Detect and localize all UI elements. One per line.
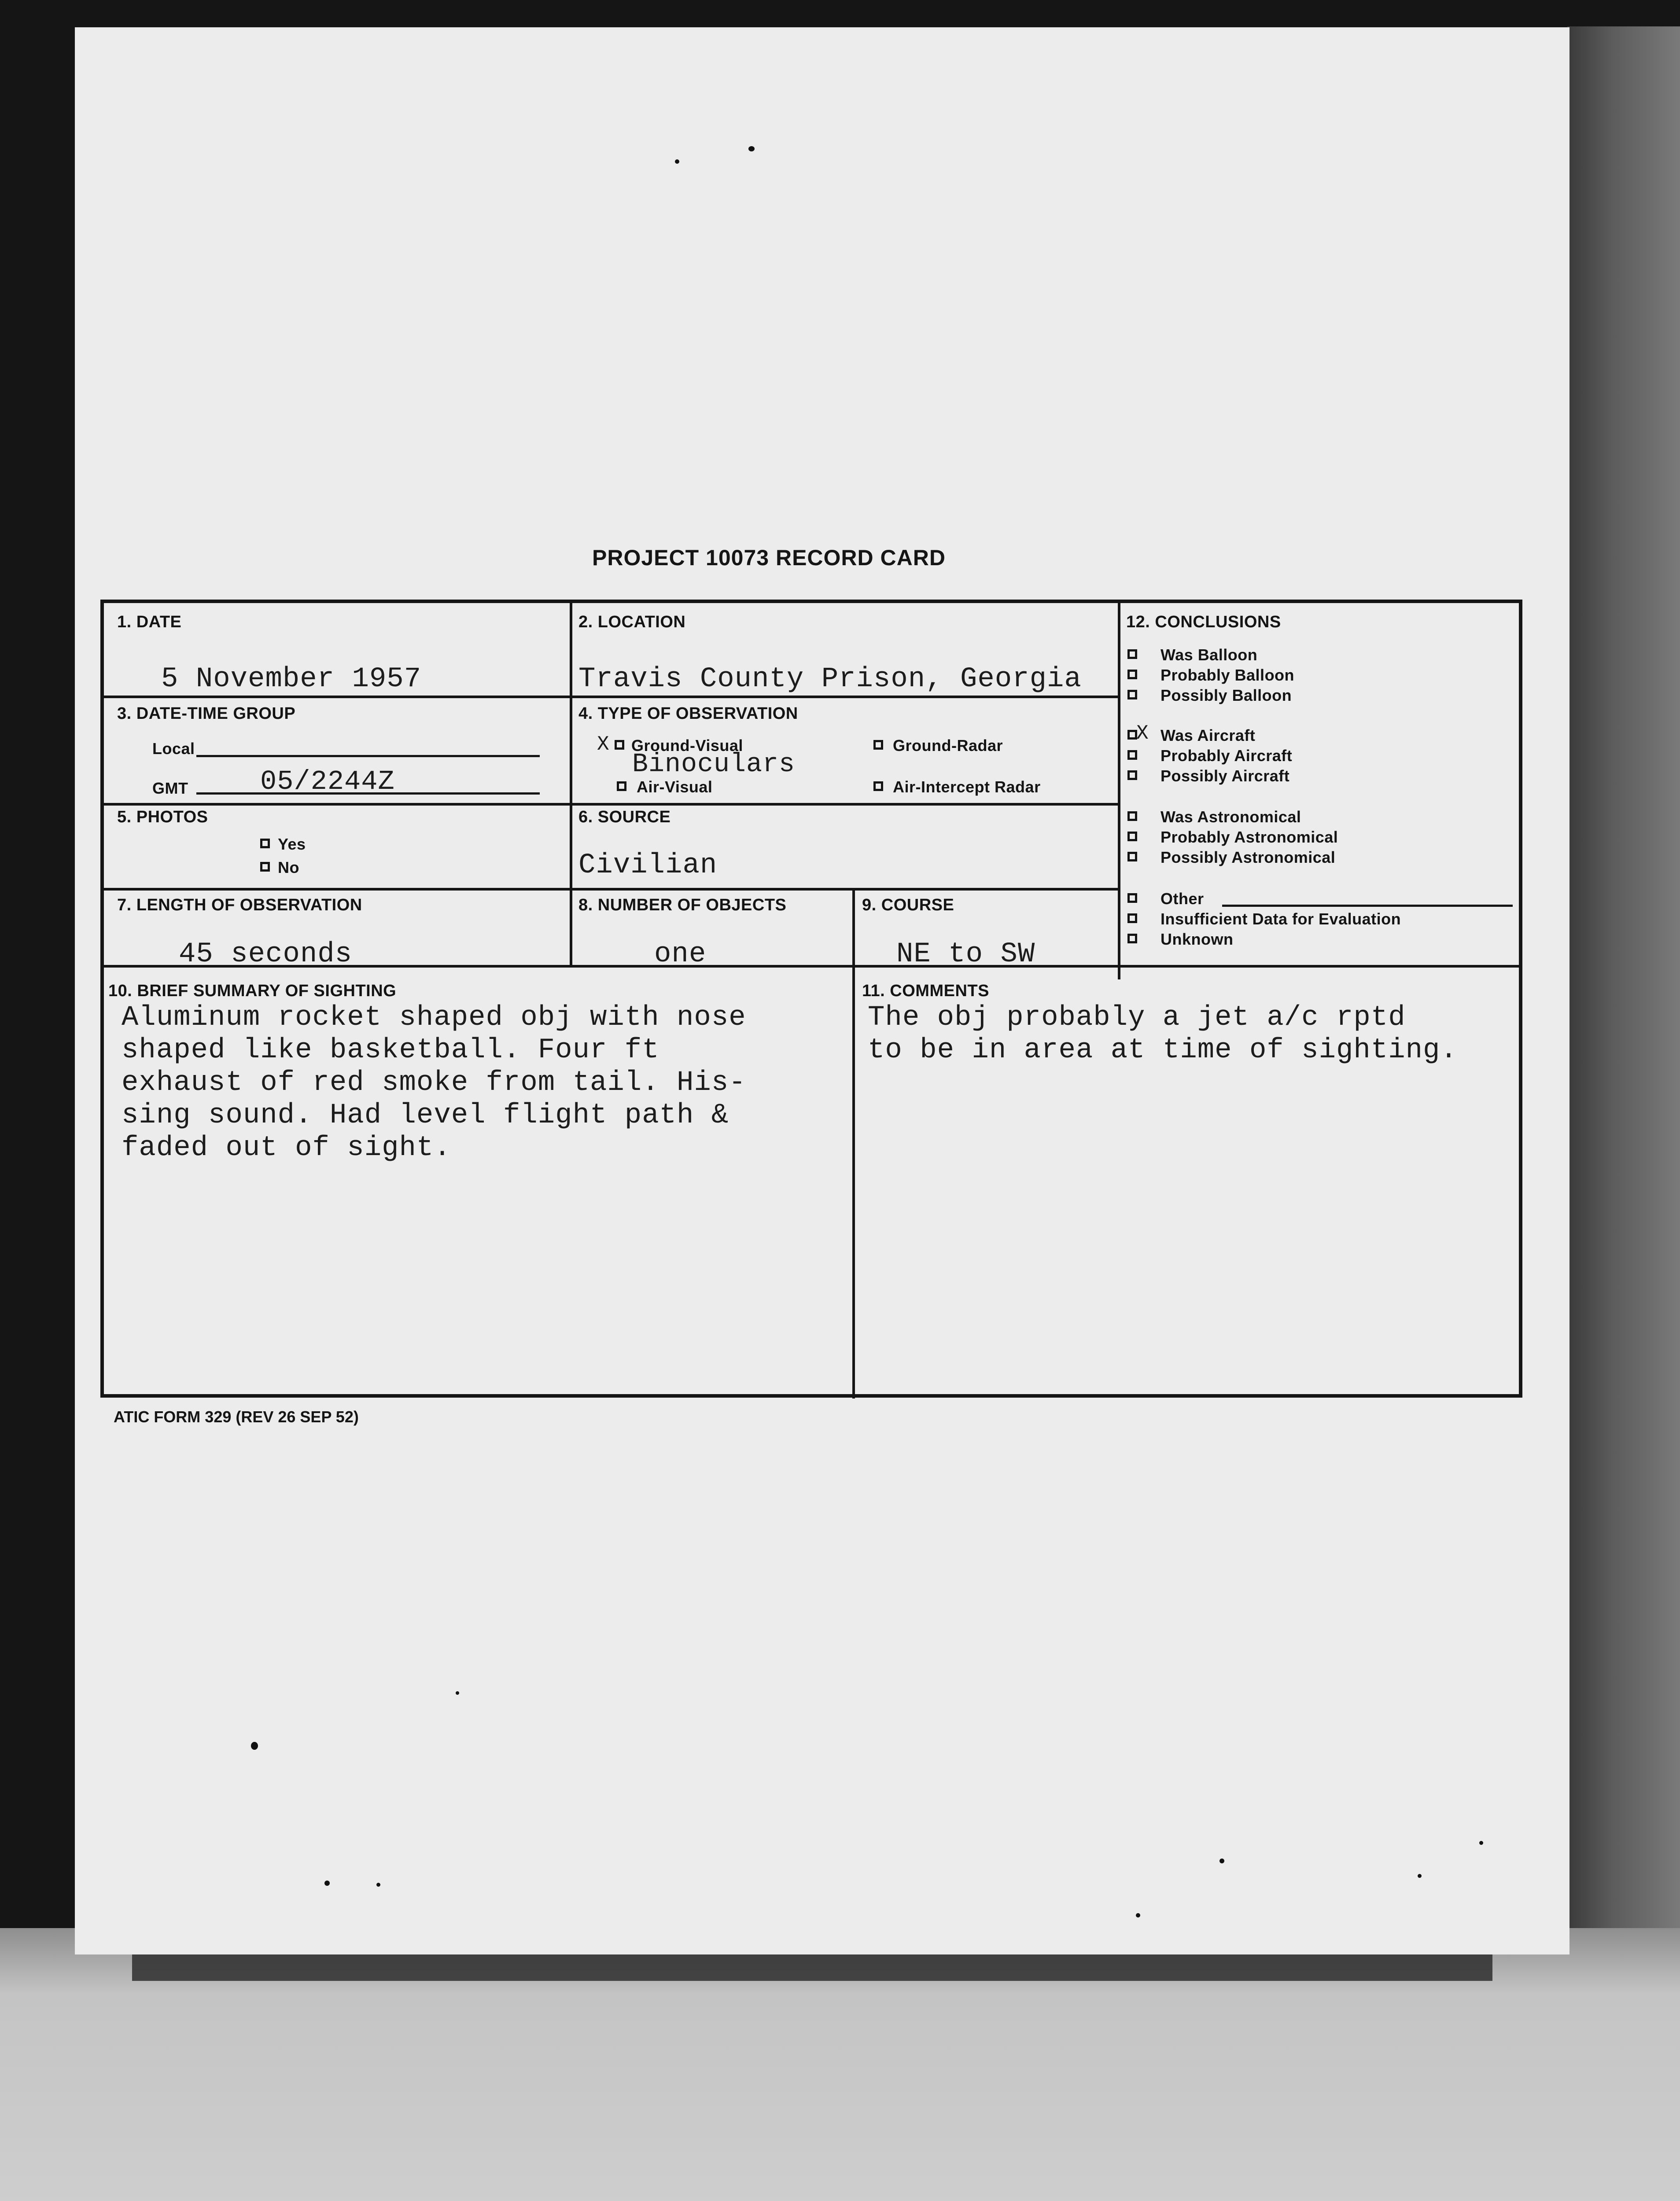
date-time-group-label: 3. DATE-TIME GROUP <box>117 704 296 723</box>
ground-visual-checkbox[interactable] <box>615 740 624 750</box>
source-label: 6. SOURCE <box>578 808 671 826</box>
summary-line: Aluminum rocket shaped obj with nose <box>122 1002 746 1034</box>
air-intercept-radar-label: Air-Intercept Radar <box>893 778 1041 796</box>
local-label: Local <box>152 740 195 758</box>
dust-speck <box>376 1883 380 1887</box>
comment-line: The obj probably a jet a/c rptd <box>868 1002 1406 1034</box>
dust-speck <box>1219 1859 1224 1863</box>
row-divider-3-5 <box>104 803 1119 806</box>
location-label: 2. LOCATION <box>578 613 686 631</box>
insufficient-data-label: Insufficient Data for Evaluation <box>1161 910 1401 928</box>
dust-speck <box>1479 1841 1483 1845</box>
dust-speck <box>1418 1874 1422 1878</box>
photos-yes-label: Yes <box>278 835 306 853</box>
number-of-objects-label: 8. NUMBER OF OBJECTS <box>578 896 787 914</box>
other-checkbox[interactable] <box>1127 893 1137 903</box>
comment-line: to be in area at time of sighting. <box>868 1034 1458 1066</box>
length-label: 7. LENGTH OF OBSERVATION <box>117 896 362 914</box>
probably-balloon-checkbox[interactable] <box>1127 670 1137 679</box>
probably-astronomical-label: Probably Astronomical <box>1161 828 1338 846</box>
number-of-objects-value: one <box>654 939 707 970</box>
date-label: 1. DATE <box>117 613 182 631</box>
course-value: NE to SW <box>896 939 1035 970</box>
possibly-astronomical-label: Possibly Astronomical <box>1161 848 1336 866</box>
form-footer: ATIC FORM 329 (REV 26 SEP 52) <box>114 1408 359 1426</box>
length-value: 45 seconds <box>179 939 353 970</box>
summary-line: faded out of sight. <box>122 1132 451 1164</box>
photos-label: 5. PHOTOS <box>117 808 208 826</box>
page-edge-shadow <box>1567 26 1680 1928</box>
was-aircraft-label: Was Aircraft <box>1161 726 1256 744</box>
date-value: 5 November 1957 <box>161 663 422 695</box>
ground-visual-label: Ground-Visual <box>631 736 743 755</box>
air-intercept-radar-checkbox[interactable] <box>873 781 883 791</box>
summary-line: exhaust of red smoke from tail. His- <box>122 1067 746 1099</box>
ground-radar-checkbox[interactable] <box>873 740 883 750</box>
dust-speck <box>675 159 679 164</box>
possibly-astronomical-checkbox[interactable] <box>1127 852 1137 861</box>
row-divider-5-7 <box>104 888 1119 891</box>
probably-aircraft-label: Probably Aircraft <box>1161 747 1293 765</box>
summary-label: 10. BRIEF SUMMARY OF SIGHTING <box>108 982 397 1000</box>
conclusions-label: 12. CONCLUSIONS <box>1126 613 1281 631</box>
summary-line: shaped like basketball. Four ft <box>122 1034 659 1066</box>
card-title: PROJECT 10073 RECORD CARD <box>592 545 946 570</box>
observation-type-label: 4. TYPE OF OBSERVATION <box>578 704 798 723</box>
col-divider-8-9 <box>852 888 855 967</box>
unknown-checkbox[interactable] <box>1127 934 1137 943</box>
probably-aircraft-checkbox[interactable] <box>1127 750 1137 760</box>
photos-no-checkbox[interactable] <box>260 862 270 872</box>
possibly-balloon-checkbox[interactable] <box>1127 690 1137 699</box>
photos-no-label: No <box>278 858 299 876</box>
local-underline <box>196 755 540 757</box>
row-divider-1-3 <box>104 696 1119 698</box>
ground-visual-mark: X <box>597 733 610 756</box>
course-label: 9. COURSE <box>862 896 954 914</box>
col-divider-1-2 <box>570 603 572 966</box>
possibly-aircraft-label: Possibly Aircraft <box>1161 767 1290 785</box>
other-label: Other <box>1161 890 1204 908</box>
dust-speck <box>748 146 755 151</box>
record-card <box>100 600 1522 1398</box>
was-aircraft-mark: X <box>1136 722 1149 745</box>
sheet-shadow <box>132 1950 1492 1981</box>
photos-yes-checkbox[interactable] <box>260 839 270 848</box>
air-visual-label: Air-Visual <box>637 778 713 796</box>
insufficient-data-checkbox[interactable] <box>1127 913 1137 923</box>
possibly-aircraft-checkbox[interactable] <box>1127 770 1137 780</box>
dust-speck <box>1136 1913 1140 1918</box>
possibly-balloon-label: Possibly Balloon <box>1161 686 1292 704</box>
summary-text <box>122 1001 746 1164</box>
comments-label: 11. COMMENTS <box>862 982 989 1000</box>
summary-line: sing sound. Had level flight path & <box>122 1100 729 1131</box>
was-aircraft-checkbox[interactable] <box>1127 730 1137 740</box>
probably-astronomical-checkbox[interactable] <box>1127 832 1137 841</box>
dust-speck <box>251 1742 258 1750</box>
was-balloon-checkbox[interactable] <box>1127 649 1137 659</box>
col-divider-10-11 <box>852 965 855 1399</box>
location-value: Travis County Prison, Georgia <box>578 663 1082 695</box>
was-astronomical-label: Was Astronomical <box>1161 808 1301 826</box>
gmt-label: GMT <box>152 779 188 797</box>
probably-balloon-label: Probably Balloon <box>1161 666 1295 684</box>
unknown-label: Unknown <box>1161 930 1234 948</box>
gmt-value: 05/2244Z <box>260 766 395 797</box>
was-balloon-label: Was Balloon <box>1161 646 1258 664</box>
dust-speck <box>324 1881 330 1886</box>
ground-radar-label: Ground-Radar <box>893 736 1003 755</box>
col-divider-2-12 <box>1118 603 1120 979</box>
air-visual-checkbox[interactable] <box>617 781 626 791</box>
was-astronomical-checkbox[interactable] <box>1127 811 1137 821</box>
other-underline <box>1222 905 1513 907</box>
source-value: Civilian <box>578 850 718 881</box>
dust-speck <box>456 1691 459 1695</box>
binoculars-note: Binoculars <box>632 750 796 780</box>
comments-text <box>868 1001 1458 1067</box>
